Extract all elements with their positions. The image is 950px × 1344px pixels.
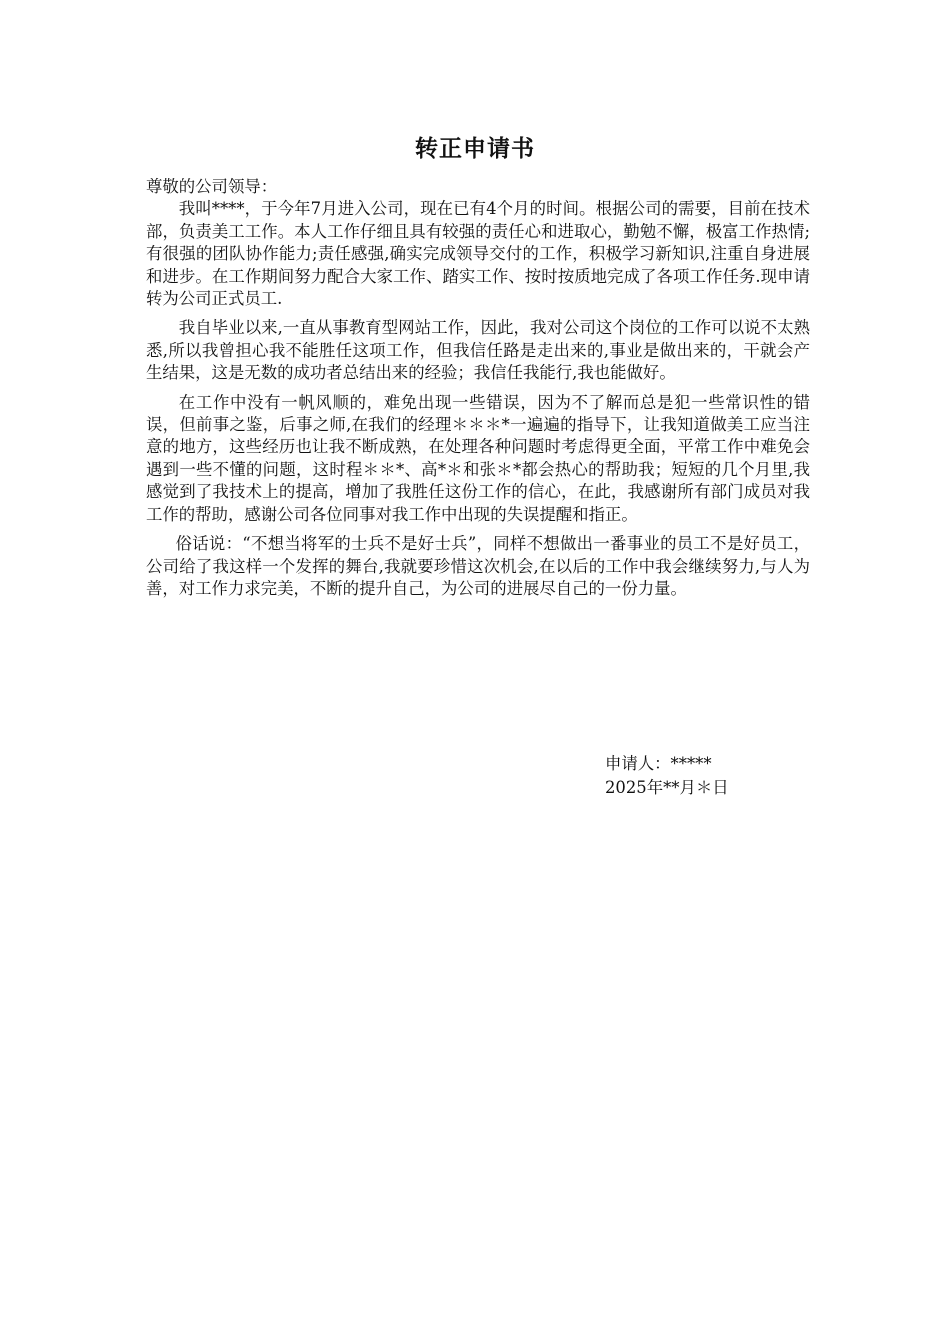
signature-block <box>605 752 729 800</box>
salutation: 尊敬的公司领导： <box>146 177 278 196</box>
applicant-line: 申请人：***** <box>605 754 712 773</box>
paragraph-2: 我自毕业以来,一直从事教育型网站工作，因此，我对公司这个岗位的工作可以说不太熟悉,所以我曾担心我不能胜任这项工作，但我信任路是走出来的,事业是做出来的，干就会产生结果，这是无数的成功者总结出来的经验；我信任我能行,我也能做好。 <box>146 318 810 383</box>
paragraph-3: 在工作中没有一帆风顺的，难免出现一些错误，因为不了解而总是犯一些常识性的错误，但前事之鉴，后事之师,在我们的经理＊＊＊*一遍遍的指导下，让我知道做美工应当注意的地方，这些经历也让我不断成熟，在处理各种问题时考虑得更全面，平常工作中难免会遇到一些不懂的问题，这时程＊＊*、高*＊和张＊*都会热心的帮助我；短短的几个月里,我感觉到了我技术上的提高，增加了我胜任这份工作的信心，在此，我感谢所有部门成员对我工作的帮助，感谢公司各位同事对我工作中出现的失误提醒和指正。 <box>146 392 810 524</box>
document-title: 转正申请书 <box>415 136 535 162</box>
document-body <box>146 176 810 607</box>
paragraph-1: 我叫****，于今年7月进入公司，现在已有4个月的时间。根据公司的需要，目前在技术部，负责美工工作。本人工作仔细且具有较强的责任心和进取心，勤勉不懈，极富工作热情;有很强的团队协作能力;责任感强,确实完成领导交付的工作，积极学习新知识,注重自身进展和进步。在工作期间努力配合大家工作、踏实工作、按时按质地完成了各项工作任务.现申请转为公司正式员工. <box>146 199 810 309</box>
paragraph-4: 俗话说：“不想当将军的士兵不是好士兵”，同样不想做出一番事业的员工不是好员工，公司给了我这样一个发挥的舞台,我就要珍惜这次机会,在以后的工作中我会继续努力,与人为善，对工作力求完美，不断的提升自己，为公司的进展尽自己的一份力量。 <box>146 534 810 598</box>
date-line: 2025年**月＊日 <box>605 778 729 797</box>
